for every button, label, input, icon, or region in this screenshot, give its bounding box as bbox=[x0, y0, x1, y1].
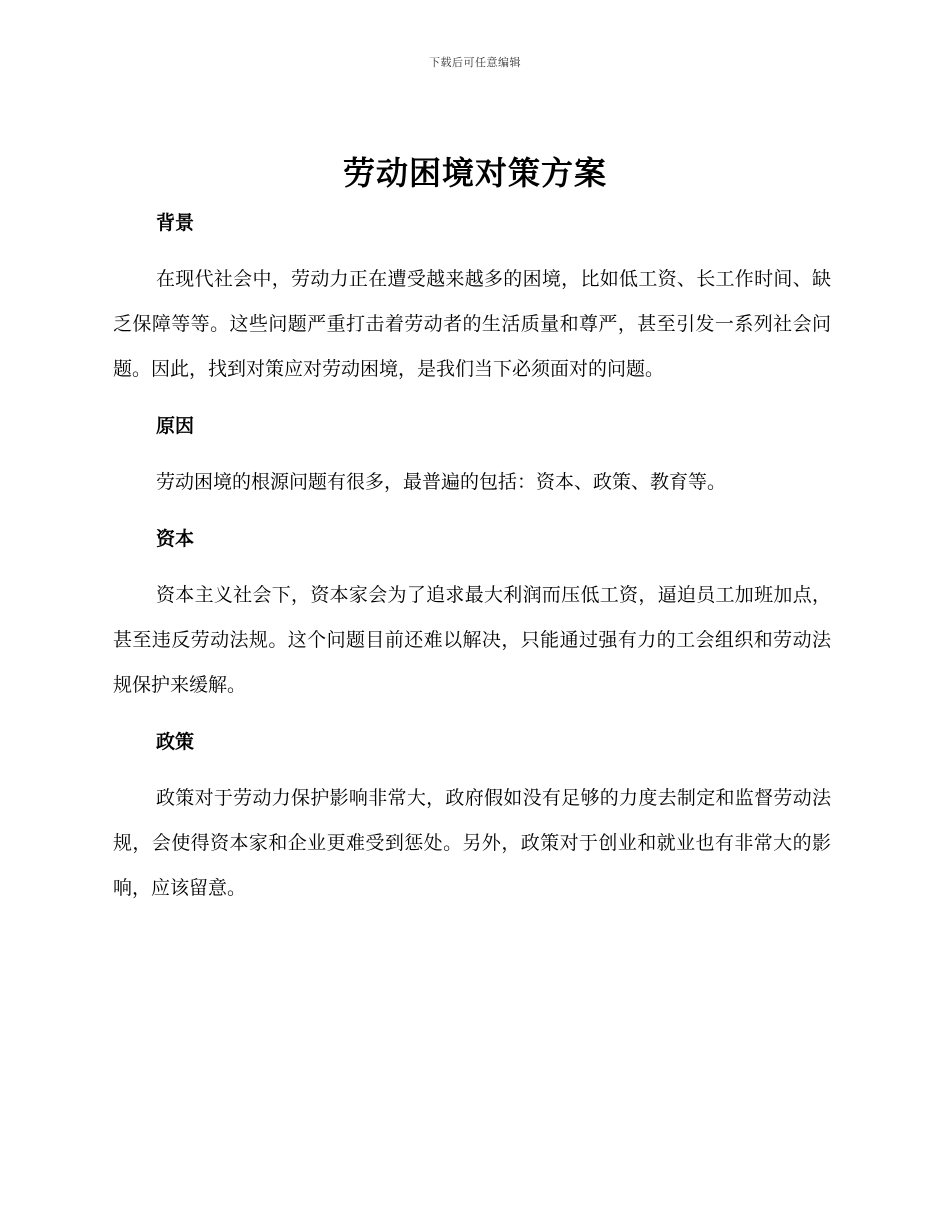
section-heading: 政策 bbox=[156, 731, 195, 753]
page-header-note: 下载后可任意编辑 bbox=[429, 56, 521, 69]
section-heading: 背景 bbox=[156, 212, 195, 234]
section-policy bbox=[113, 720, 831, 911]
section-paragraph: 劳动困境的根源问题有很多，最普遍的包括：资本、政策、教育等。 bbox=[156, 471, 727, 493]
section-capital bbox=[113, 517, 831, 720]
section-paragraph: 资本主义社会下，资本家会为了追求最大利润而压低工资，逼迫员工加班加点，甚至违反劳动法规。这个问题目前还难以解决，只能通过强有力的工会组织和劳动法规保护来缓解。 bbox=[113, 584, 831, 696]
section-background bbox=[113, 201, 831, 404]
section-paragraph: 在现代社会中，劳动力正在遭受越来越多的困境，比如低工资、长工作时间、缺乏保障等等。这些问题严重打击着劳动者的生活质量和尊严，甚至引发一系列社会问题。因此，找到对策应对劳动困境，是我们当下必须面对的问题。 bbox=[113, 268, 831, 380]
section-heading: 资本 bbox=[156, 528, 195, 550]
section-paragraph: 政策对于劳动力保护影响非常大，政府假如没有足够的力度去制定和监督劳动法规，会使得资本家和企业更难受到惩处。另外，政策对于创业和就业也有非常大的影响，应该留意。 bbox=[113, 787, 831, 899]
section-causes bbox=[113, 404, 831, 517]
document-title: 劳动困境对策方案 bbox=[342, 154, 607, 192]
section-heading: 原因 bbox=[156, 415, 195, 437]
document-body bbox=[113, 201, 831, 911]
